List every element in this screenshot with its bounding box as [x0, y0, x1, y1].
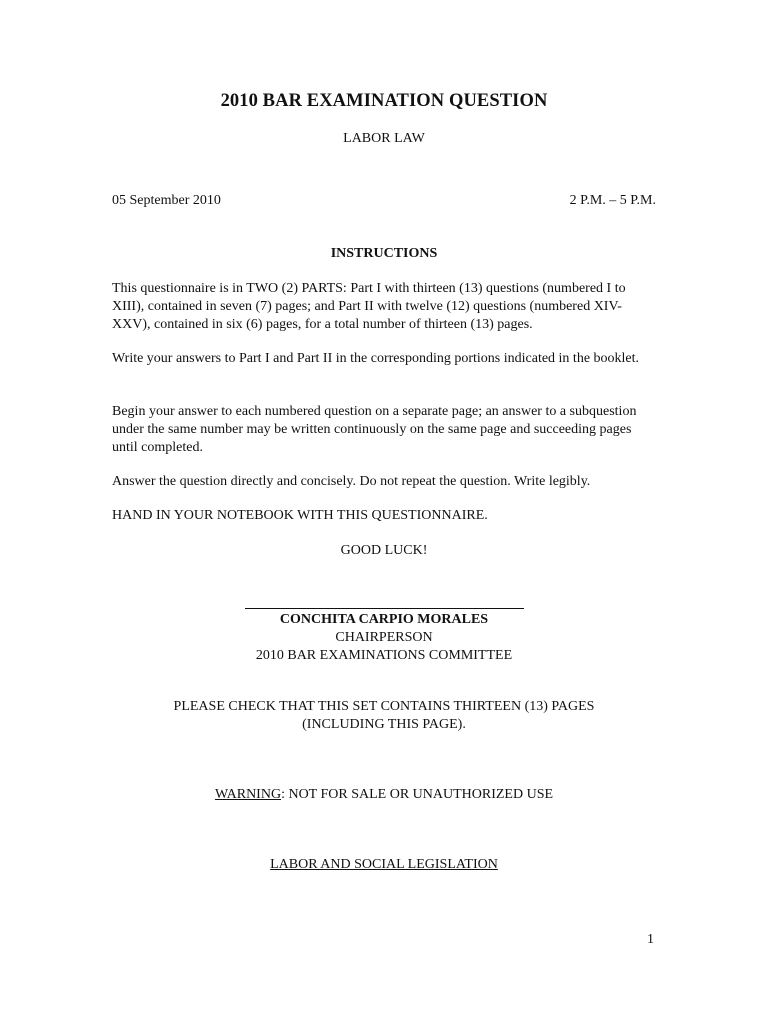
page-check-line-2: (INCLUDING THIS PAGE).	[302, 717, 466, 732]
instructions-heading: INSTRUCTIONS	[330, 246, 438, 261]
signature-line	[245, 608, 524, 609]
instruction-paragraph-hand-in: HAND IN YOUR NOTEBOOK WITH THIS QUESTIONNAIRE.	[112, 508, 488, 523]
signatory-committee: 2010 BAR EXAMINATIONS COMMITTEE	[255, 648, 513, 663]
warning-text: : NOT FOR SALE OR UNAUTHORIZED USE	[281, 787, 554, 802]
warning-label: WARNING	[214, 787, 282, 802]
exam-title: 2010 BAR EXAMINATION QUESTION	[220, 91, 548, 111]
signatory-name: CONCHITA CARPIO MORALES	[279, 612, 489, 627]
instruction-paragraph-concise: Answer the question directly and concisely. Do not repeat the question. Write legibly.	[112, 474, 591, 489]
signatory-position: CHAIRPERSON	[335, 630, 433, 645]
page-check-line-1: PLEASE CHECK THAT THIS SET CONTAINS THIRTEEN (13) PAGES	[173, 699, 595, 714]
section-heading-text: LABOR AND SOCIAL LEGISLATION	[270, 857, 498, 872]
section-heading	[0, 856, 768, 874]
exam-date: 05 September 2010	[112, 193, 221, 208]
instruction-paragraph-answers: Write your answers to Part I and Part II in the corresponding portions indicated in the booklet.	[112, 351, 640, 366]
instruction-paragraph-parts: This questionnaire is in TWO (2) PARTS: Part I with thirteen (13) questions (numbered I to XIII), contained in seven (7) pages; and Part II with twelve (12) questions (numbered XIV-XXV), contained in six (6) pages, for a total number of thirteen (13) pages.	[112, 281, 626, 332]
instruction-paragraph-pages: Begin your answer to each numbered question on a separate page; an answer to a subquestion under the same number may be written continuously on the same page and succeeding pages until completed.	[112, 404, 637, 455]
good-luck-text: GOOD LUCK!	[340, 543, 428, 558]
exam-time: 2 P.M. – 5 P.M.	[569, 193, 656, 208]
page-number: 1	[647, 932, 654, 947]
exam-subject: LABOR LAW	[343, 131, 425, 146]
warning-notice	[0, 786, 768, 804]
